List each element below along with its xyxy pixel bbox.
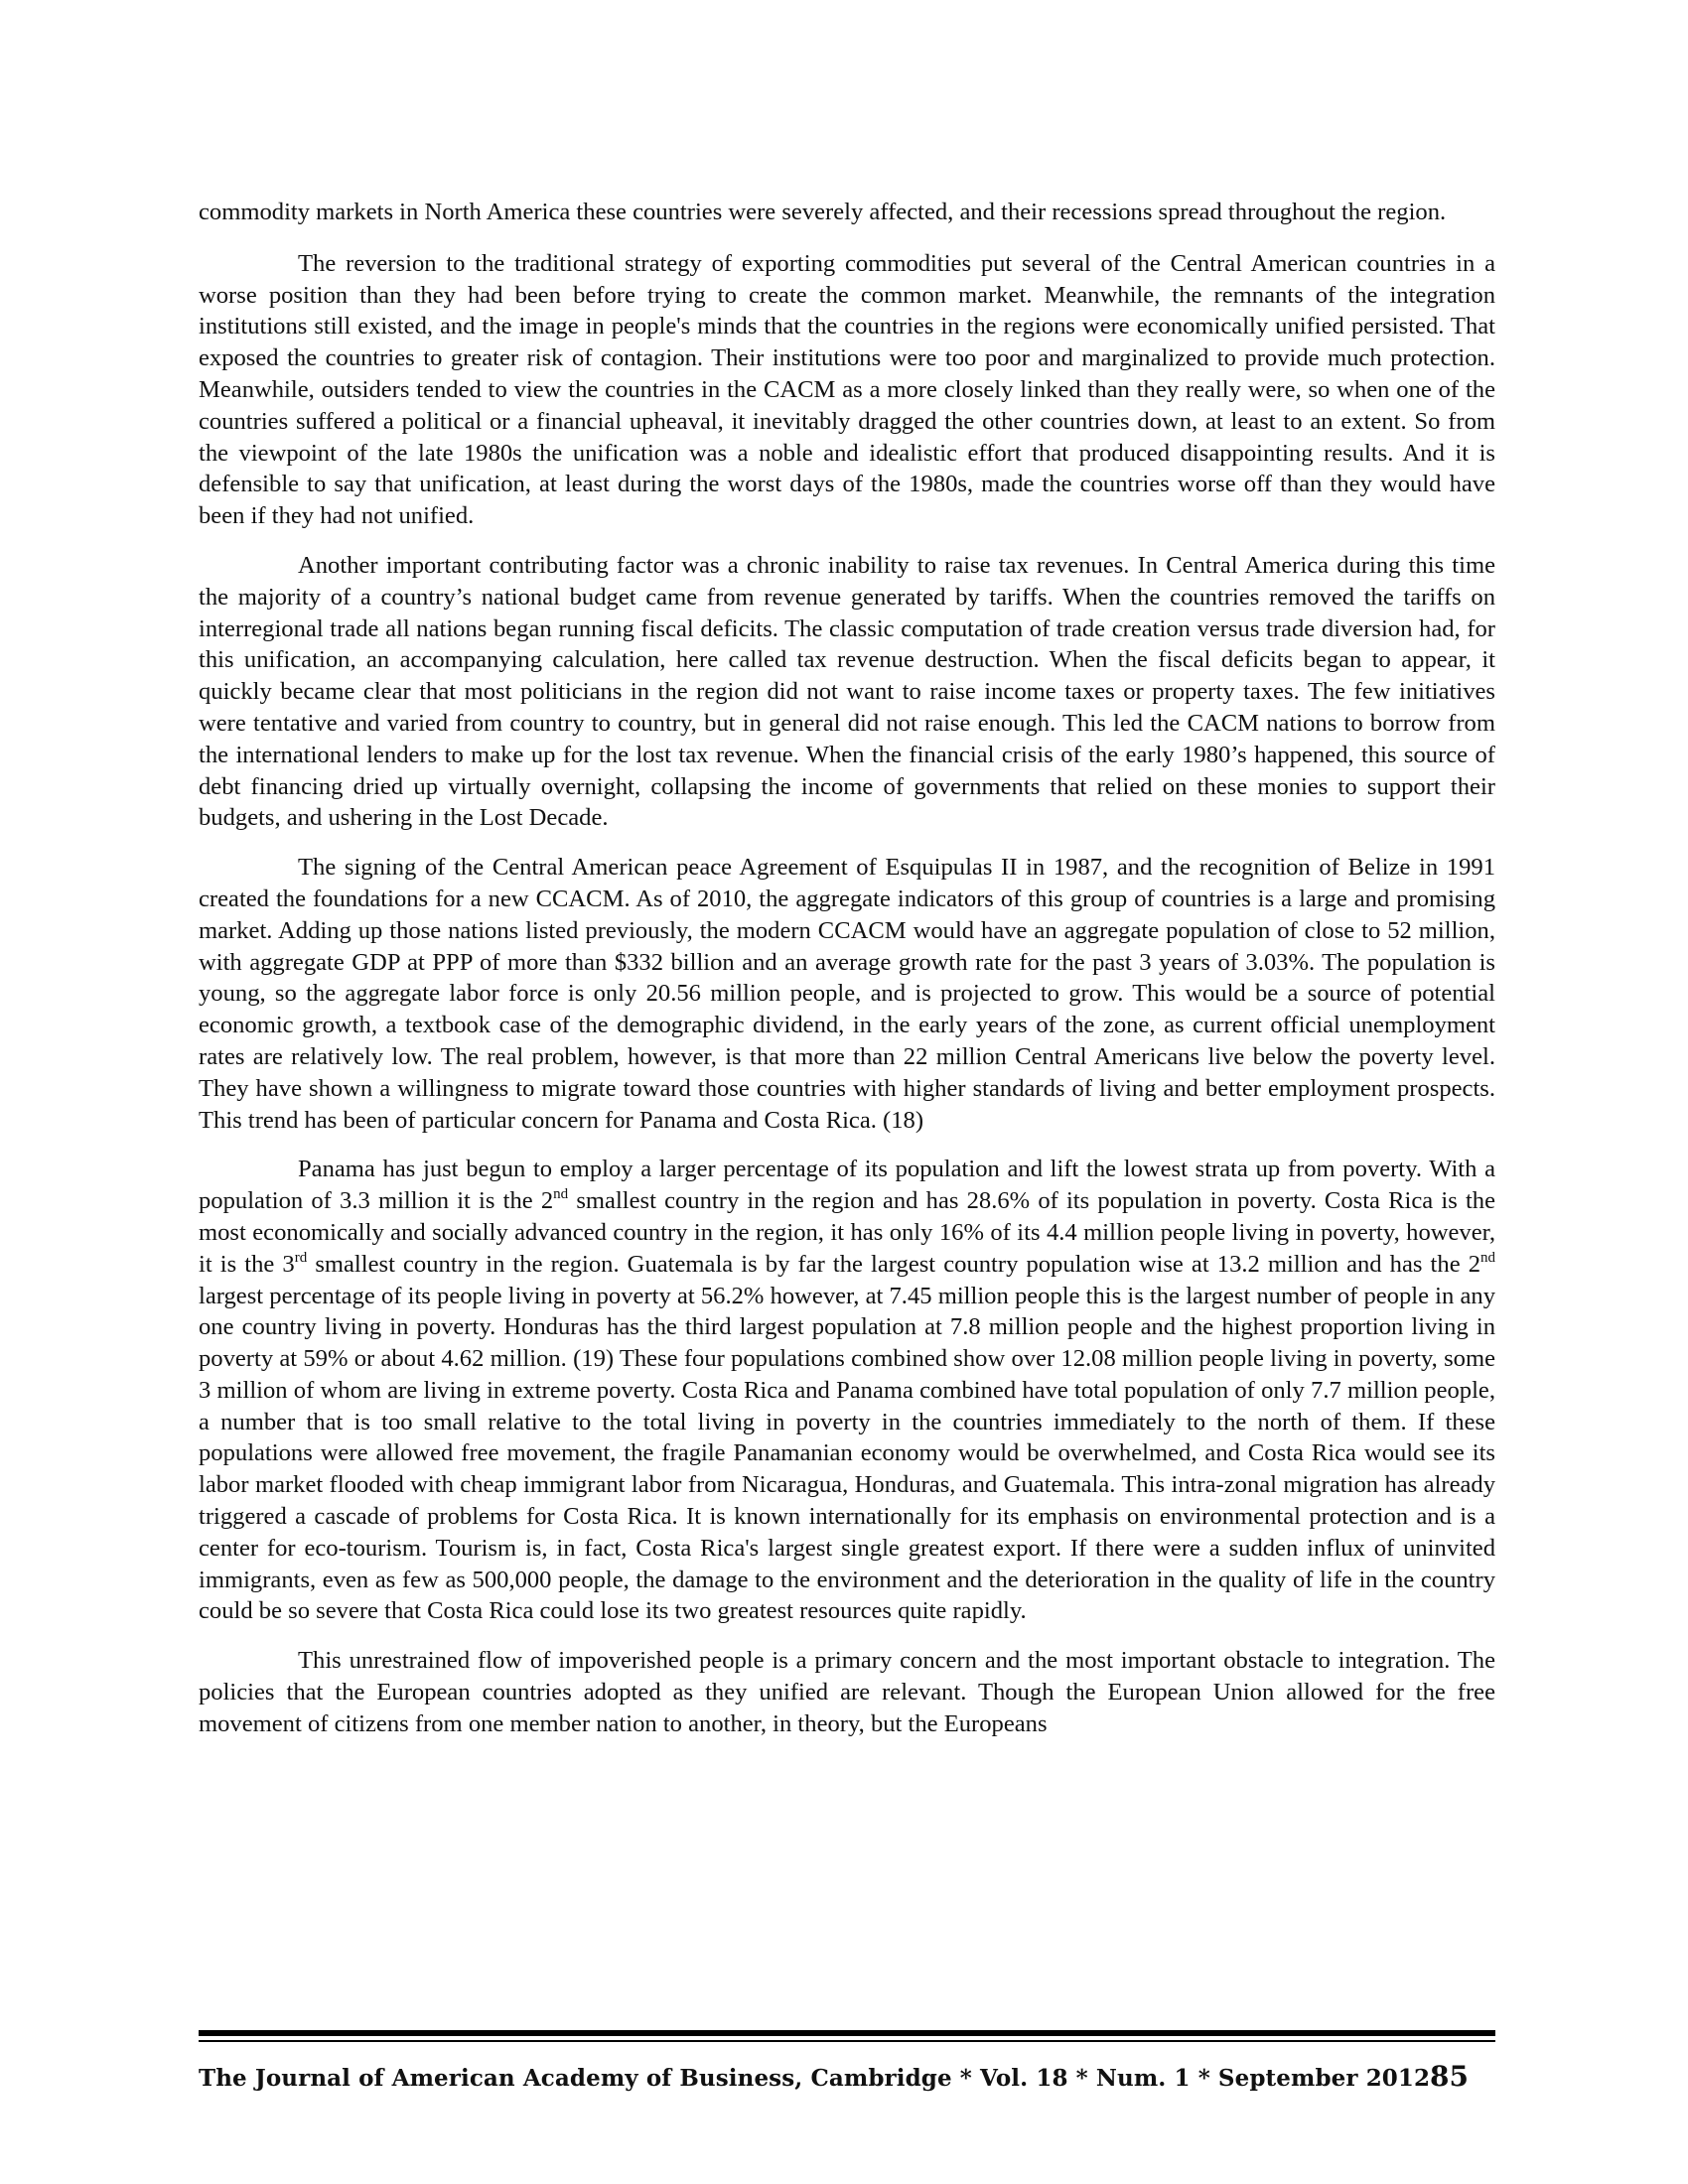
paragraph-continuation: commodity markets in North America these countries were severely affected, and their recessions spread throughout the region. xyxy=(199,199,1447,225)
paragraph-esquipulas: The signing of the Central American peace Agreement of Esquipulas II in 1987, and the recognition of Belize in 1991 created the foundations for a new CCACM. As of 2010, the aggregate indicators of this group of countries is a large and promising market. Adding up those nations listed previously, the modern CCACM would have an aggregate population of close to 52 million, with aggregate GDP at PPP of more than $332 billion and an average growth rate for the past 3 years of 3.03%. The population is young, so the aggregate labor force is only 20.56 million people, and is projected to grow. This would be a source of potential economic growth, a textbook case of the demographic dividend, in the early years of the zone, as current official unemployment rates are relatively low. The real problem, however, is that more than 22 million Central Americans live below the poverty level. They have shown a willingness to migrate toward those countries with higher standards of living and better employment prospects. This trend has been of particular concern for Panama and Costa Rica. (18) xyxy=(199,854,1495,1134)
ordinal-suffix: nd xyxy=(1480,1249,1495,1266)
ordinal-suffix: nd xyxy=(553,1186,569,1203)
footer-journal-citation: The Journal of American Academy of Business, Cambridge * Vol. 18 * Num. 1 * September 2012 xyxy=(199,2065,1431,2092)
paragraph-migration: This unrestrained flow of impoverished people is a primary concern and the most important obstacle to integration. The policies that the European countries adopted as they unified are relevant. Though the European Union allowed for the free movement of citizens from one member nation to another, in theory, but the Europeans xyxy=(199,1647,1495,1737)
footer-rule-thick xyxy=(199,2030,1495,2036)
ordinal-suffix: rd xyxy=(294,1249,308,1266)
text-span: largest percentage of its people living in poverty at 56.2% however, at 7.45 million people this is the largest number of people in any one country living in poverty. Honduras has the third largest population at 7.8 million people and the highest proportion living in poverty at 59% or about 4.62 million. (19) These four populations combined show over 12.08 million people living in poverty, some 3 million of whom are living in extreme poverty. Costa Rica and Panama combined have total population of only 7.7 million people, a number that is too small relative to the total living in poverty in the countries immediately to the north of them. If these populations were allowed free movement, the fragile Panamanian economy would be overwhelmed, and Costa Rica would see its labor market flooded with cheap immigrant labor from Nicaragua, Honduras, and Guatemala. This intra-zonal migration has already triggered a cascade of problems for Costa Rica. It is known internationally for its emphasis on environmental protection and is a center for eco-tourism. Tourism is, in fact, Costa Rica's largest single greatest export. If there were a sudden influx of uninvited immigrants, even as few as 500,000 people, the damage to the environment and the deterioration in the quality of life in the country could be so severe that Costa Rica could lose its two greatest resources quite rapidly. xyxy=(199,1282,1495,1625)
paragraph-reversion: The reversion to the traditional strategy of exporting commodities put several of the Central American countries in a worse position than they had been before trying to create the common market. Meanwhile, the remnants of the integration institutions still existed, and the image in people's minds that the countries in the regions were economically unified persisted. That exposed the countries to greater risk of contagion. Their institutions were too poor and marginalized to provide much protection. Meanwhile, outsiders tended to view the countries in the CACM as a more closely linked than they really were, so when one of the countries suffered a political or a financial upheaval, it inevitably dragged the other countries down, at least to an extent. So from the viewpoint of the late 1980s the unification was a noble and idealistic effort that produced disappointing results. And it is defensible to say that unification, at least during the worst days of the 1980s, made the countries worse off than they would have been if they had not unified. xyxy=(199,249,1495,530)
footer-rule-thin xyxy=(199,2040,1495,2042)
page-number: 85 xyxy=(1430,2060,1469,2093)
article-body xyxy=(199,197,1495,1758)
paragraph-poverty xyxy=(199,1154,1495,1627)
text-span: Panama has just begun to employ a larger percentage of its population and lift the lowest strata up from poverty. With a population of 3.3 million it is the 2 xyxy=(199,1156,1495,1215)
text-span: smallest country in the region. Guatemala is by far the largest country population wise at 13.2 million and has the 2 xyxy=(307,1250,1480,1278)
paragraph-tax-revenue: Another important contributing factor was a chronic inability to raise tax revenues. In Central America during this time the majority of a country’s national budget came from revenue generated by tariffs. When the countries removed the tariffs on interregional trade all nations began running fiscal deficits. The classic computation of trade creation versus trade diversion had, for this unification, an accompanying calculation, here called tax revenue destruction. When the fiscal deficits began to appear, it quickly became clear that most politicians in the region did not want to raise income taxes or property taxes. The few initiatives were tentative and varied from country to country, but in general did not raise enough. This led the CACM nations to borrow from the international lenders to make up for the lost tax revenue. When the financial crisis of the early 1980’s happened, this source of debt financing dried up virtually overnight, collapsing the income of governments that relied on these monies to support their budgets, and ushering in the Lost Decade. xyxy=(199,551,1495,832)
text-span: smallest country in the region and has 28.6% of its population in poverty. Costa Rica is the most economically and socially advanced country in the region, it has only 16% of its 4.4 million people living in poverty, however, it is the 3 xyxy=(199,1187,1496,1278)
